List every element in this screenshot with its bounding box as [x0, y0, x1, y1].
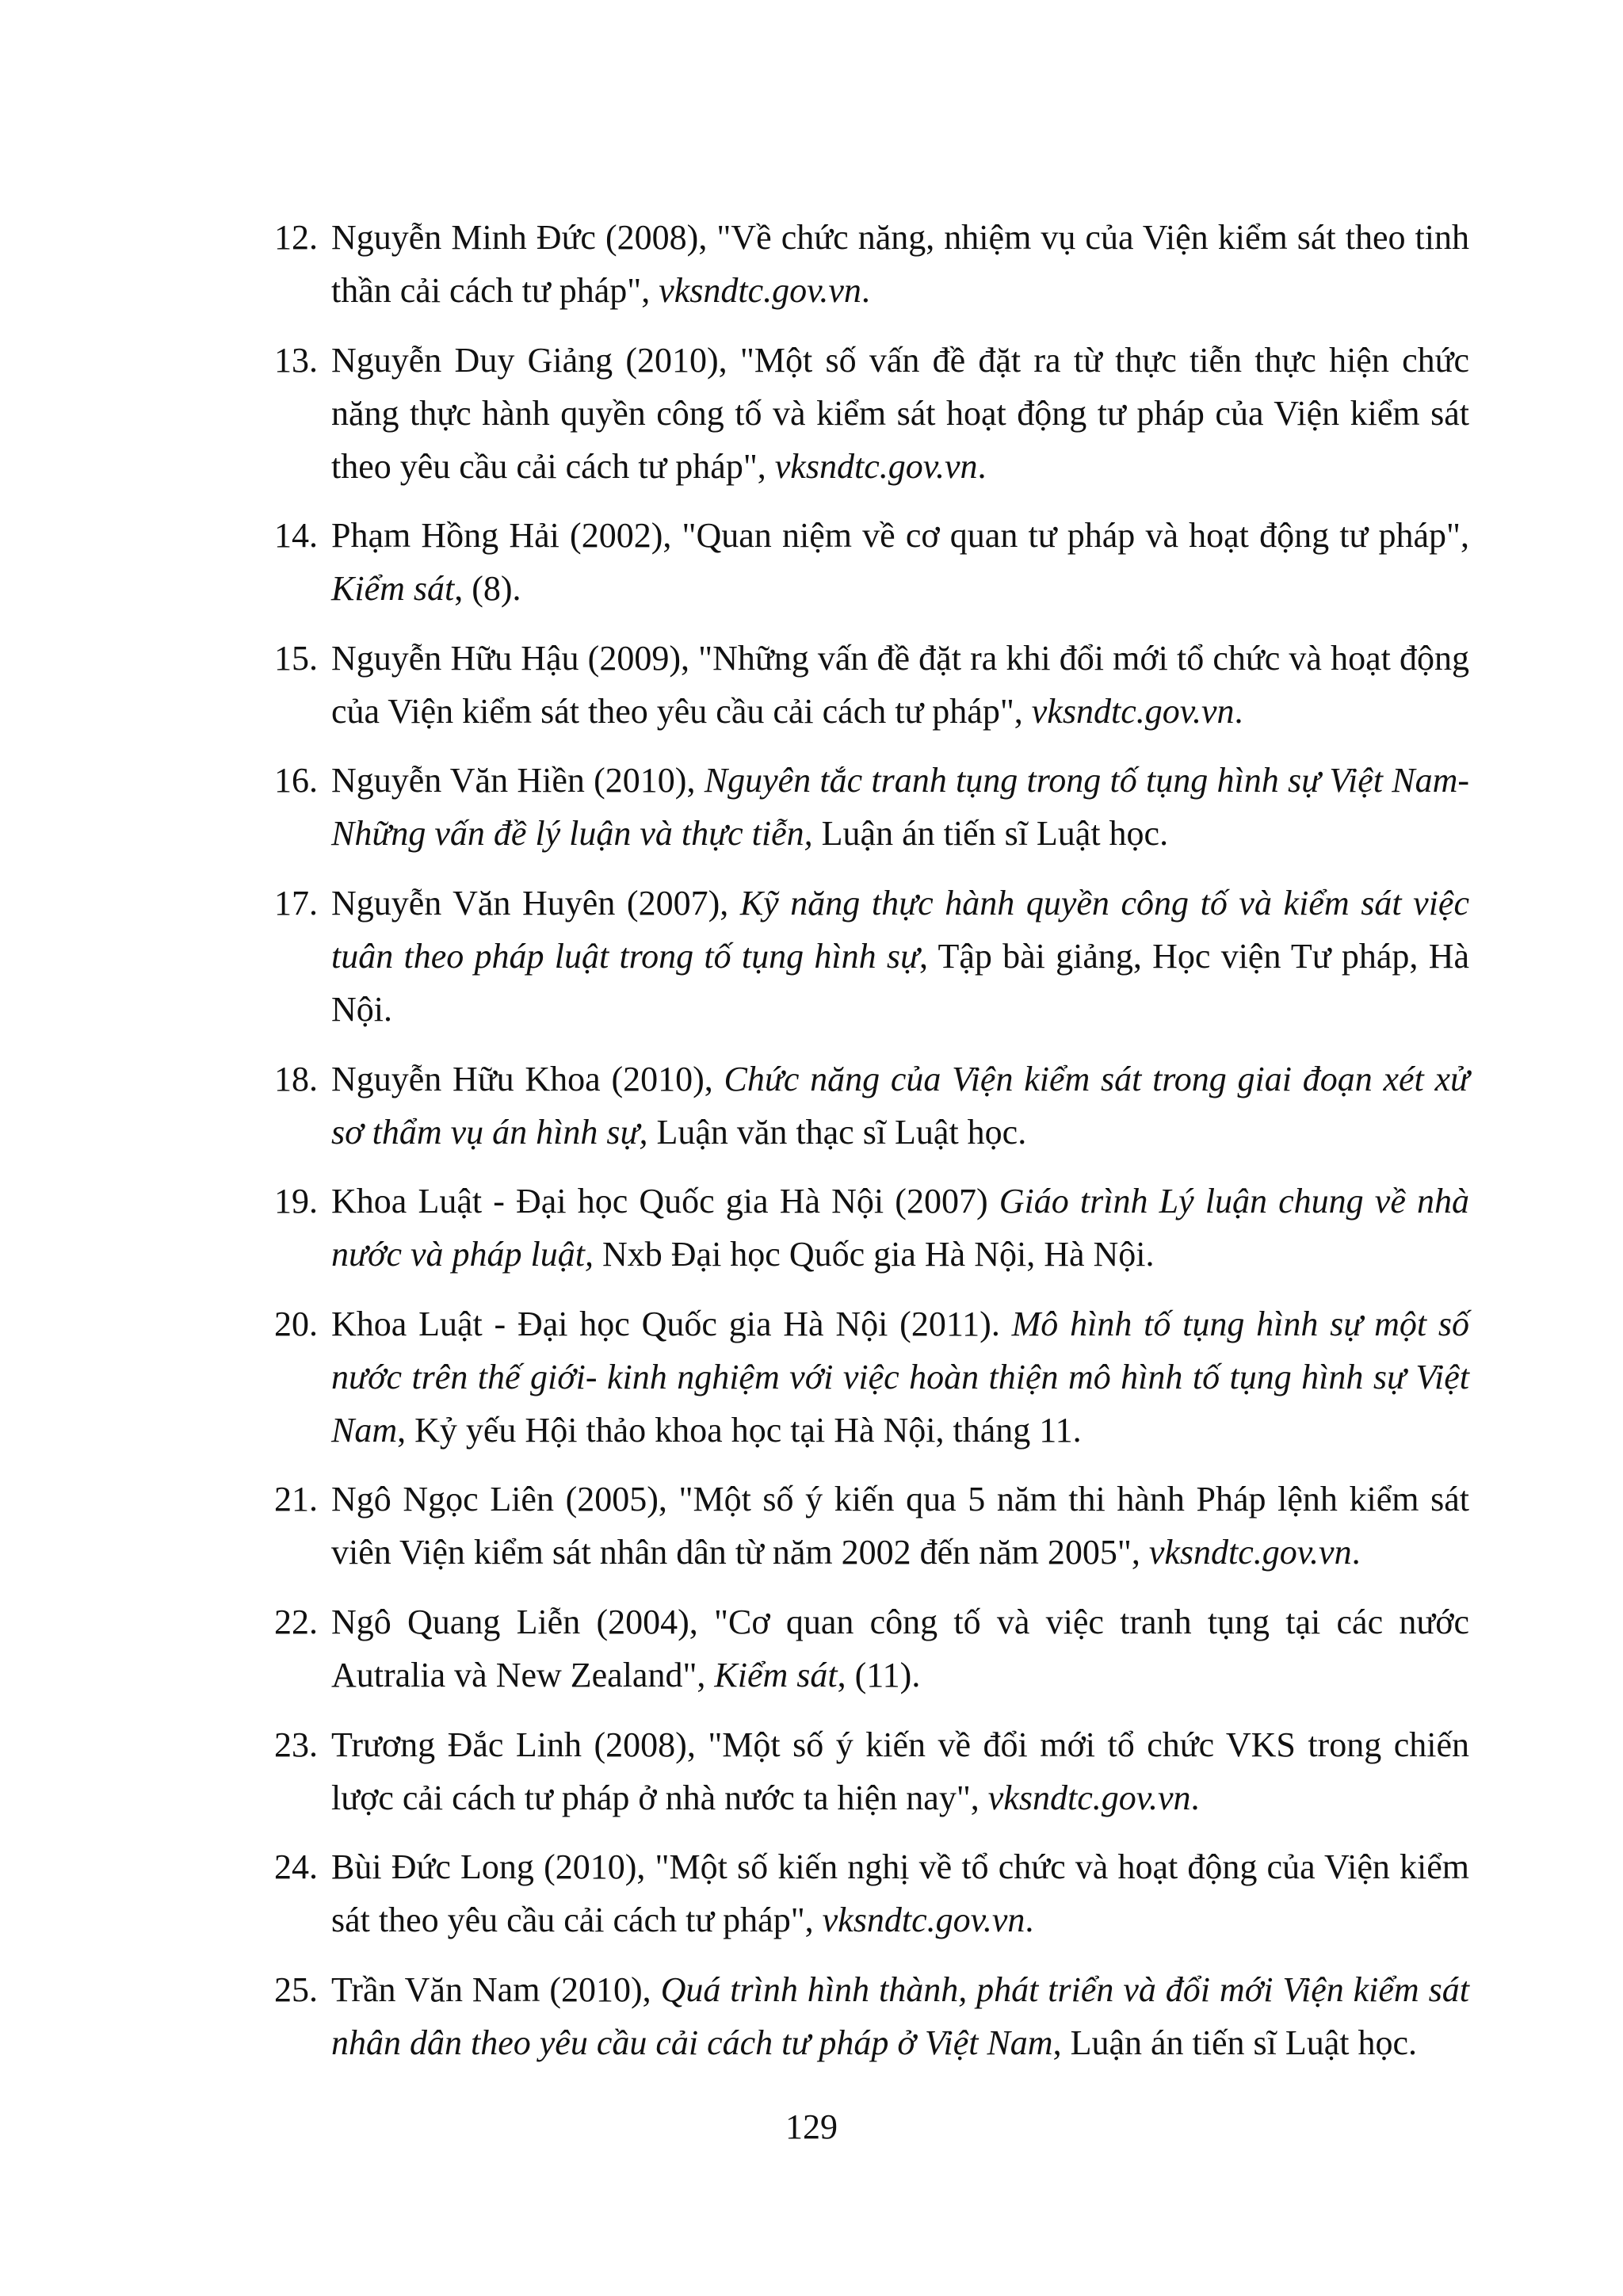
reference-text — [331, 1970, 1469, 2062]
reference-title-italic: vksndtc.gov.vn — [1148, 1533, 1352, 1572]
reference-text — [331, 884, 1469, 1029]
reference-item — [274, 1840, 1469, 1946]
reference-text — [331, 218, 1469, 310]
page-number: 129 — [785, 2107, 838, 2146]
reference-text-segment: . — [1234, 691, 1243, 731]
reference-text-segment: . — [1025, 1901, 1034, 1940]
reference-item — [274, 877, 1469, 1036]
reference-number: 19. — [274, 1182, 318, 1221]
reference-number: 17. — [274, 883, 318, 923]
reference-text-segment: Nguyễn Văn Hiền (2010), — [331, 761, 705, 800]
reference-number: 15. — [274, 638, 318, 678]
reference-number: 22. — [274, 1602, 318, 1641]
reference-text — [331, 516, 1469, 608]
reference-text-segment: Nguyễn Hữu Khoa (2010), — [331, 1059, 724, 1098]
reference-text-segment: Bùi Đức Long (2010), "Một số kiến nghị về tổ chức và hoạt động của Viện kiểm sát theo yêu cầu cải cách tư pháp", — [331, 1847, 1469, 1940]
reference-text — [331, 1182, 1469, 1274]
reference-number: 21. — [274, 1480, 318, 1519]
reference-number: 14. — [274, 516, 318, 556]
reference-text-segment: Nxb Đại học Quốc gia Hà Nội, Hà Nội. — [594, 1235, 1155, 1274]
reference-title-italic: Kỹ năng thực hành quyền công tố và kiểm sát việc tuân theo pháp luật trong tố tụng hình sự — [331, 883, 1469, 976]
reference-text-segment: . — [861, 271, 870, 310]
reference-title-italic: Nguyên tắc tranh tụng trong tố tụng hình sự Việt Nam- Những vấn đề lý luận và thực tiễn, — [331, 761, 1469, 854]
reference-text-segment: Nguyễn Minh Đức (2008), "Về chức năng, nhiệm vụ của Viện kiểm sát theo tinh thần cải cách tư pháp", — [331, 218, 1469, 310]
reference-text-segment: , Tập bài giảng, Học viện Tư pháp, Hà Nội. — [331, 936, 1469, 1029]
reference-title-italic: Kiểm sát — [331, 569, 455, 609]
reference-text-segment: , Kỷ yếu Hội thảo khoa học tại Hà Nội, tháng 11. — [397, 1410, 1082, 1450]
reference-item — [274, 1175, 1469, 1281]
reference-item — [274, 334, 1469, 493]
reference-text — [331, 761, 1469, 853]
reference-item — [274, 754, 1469, 860]
reference-number: 16. — [274, 761, 318, 800]
reference-list — [274, 211, 1469, 2085]
reference-text-segment: . — [977, 446, 987, 486]
reference-text-segment: Ngô Quang Liễn (2004), "Cơ quan công tố và việc tranh tụng tại các nước Autralia và New Zealand", — [331, 1602, 1469, 1694]
reference-text — [331, 1725, 1469, 1817]
reference-number: 12. — [274, 218, 318, 257]
reference-text-segment: Phạm Hồng Hải (2002), "Quan niệm về cơ quan tư pháp và hoạt động tư pháp", — [331, 516, 1469, 556]
reference-text-segment: Khoa Luật - Đại học Quốc gia Hà Nội (2011). — [331, 1304, 1012, 1343]
reference-number: 20. — [274, 1304, 318, 1343]
reference-number: 23. — [274, 1725, 318, 1764]
reference-item — [274, 509, 1469, 615]
reference-title-italic: Mô hình tố tụng hình sự một số nước trên thế giới- kinh nghiệm với việc hoàn thiện mô hình tố tụng hình sự Việt Nam — [331, 1304, 1470, 1450]
reference-text — [331, 1060, 1469, 1152]
reference-title-italic: Kiểm sát — [714, 1655, 838, 1694]
reference-text-segment: . — [1190, 1778, 1200, 1817]
reference-title-italic: vksndtc.gov.vn — [774, 446, 978, 486]
reference-text-segment: , (11). — [837, 1655, 921, 1694]
reference-title-italic: vksndtc.gov.vn — [659, 271, 861, 310]
reference-text-segment: Ngô Ngọc Liên (2005), "Một số ý kiến qua 5 năm thi hành Pháp lệnh kiểm sát viên Viện kiểm sát nhân dân từ năm 2002 đến năm 2005", — [331, 1480, 1469, 1572]
reference-text — [331, 1603, 1469, 1694]
reference-text-segment: Nguyễn Hữu Hậu (2009), "Những vấn đề đặt ra khi đổi mới tổ chức và hoạt động của Viện kiểm sát theo yêu cầu cải cách tư pháp", — [331, 638, 1469, 731]
reference-text-segment: Trần Văn Nam (2010), — [331, 1969, 661, 2009]
reference-number: 13. — [274, 340, 318, 380]
reference-title-italic: vksndtc.gov.vn — [987, 1778, 1191, 1817]
reference-text — [331, 639, 1469, 731]
reference-text — [331, 1480, 1469, 1572]
reference-text-segment: Khoa Luật - Đại học Quốc gia Hà Nội (2007) — [331, 1182, 999, 1221]
reference-title-italic: vksndtc.gov.vn — [1031, 691, 1235, 731]
reference-item — [274, 632, 1469, 738]
reference-item — [274, 1052, 1469, 1159]
reference-text-segment: , Luận án tiến sĩ Luật học. — [1052, 2023, 1417, 2062]
reference-title-italic: Giáo trình Lý luận chung về nhà nước và pháp luật, — [331, 1182, 1469, 1274]
reference-item — [274, 1595, 1469, 1702]
reference-text-segment: Luận văn thạc sĩ Luật học. — [647, 1112, 1027, 1152]
reference-item — [274, 1718, 1469, 1824]
reference-number: 24. — [274, 1847, 318, 1887]
reference-item — [274, 1297, 1469, 1457]
reference-number: 18. — [274, 1059, 318, 1098]
reference-title-italic: Chức năng của Viện kiểm sát trong giai đoạn xét xử sơ thẩm vụ án hình sự, — [331, 1059, 1469, 1152]
reference-title-italic: Quá trình hình thành, phát triển và đổi mới Viện kiểm sát nhân dân theo yêu cầu cải cách tư pháp ở Việt Nam — [331, 1969, 1469, 2062]
reference-text-segment: Nguyễn Duy Giảng (2010), "Một số vấn đề đặt ra từ thực tiễn thực hiện chức năng thực hành quyền công tố và kiểm sát hoạt động tư pháp của Viện kiểm sát theo yêu cầu cải cách tư pháp", — [331, 340, 1469, 486]
reference-text-segment: Nguyễn Văn Huyên (2007), — [331, 883, 740, 923]
reference-text-segment: Trương Đắc Linh (2008), "Một số ý kiến về đổi mới tổ chức VKS trong chiến lược cải cách tư pháp ở nhà nước ta hiện nay", — [331, 1725, 1469, 1817]
reference-item — [274, 1963, 1469, 2069]
reference-text — [331, 341, 1469, 486]
reference-text — [331, 1305, 1469, 1450]
reference-text — [331, 1847, 1469, 1939]
reference-title-italic: vksndtc.gov.vn — [822, 1901, 1025, 1940]
reference-item — [274, 211, 1469, 317]
reference-text-segment: Luận án tiến sĩ Luật học. — [812, 814, 1169, 854]
reference-text-segment: , (8). — [454, 569, 521, 609]
reference-number: 25. — [274, 1969, 318, 2009]
reference-item — [274, 1473, 1469, 1579]
reference-text-segment: . — [1351, 1533, 1361, 1572]
